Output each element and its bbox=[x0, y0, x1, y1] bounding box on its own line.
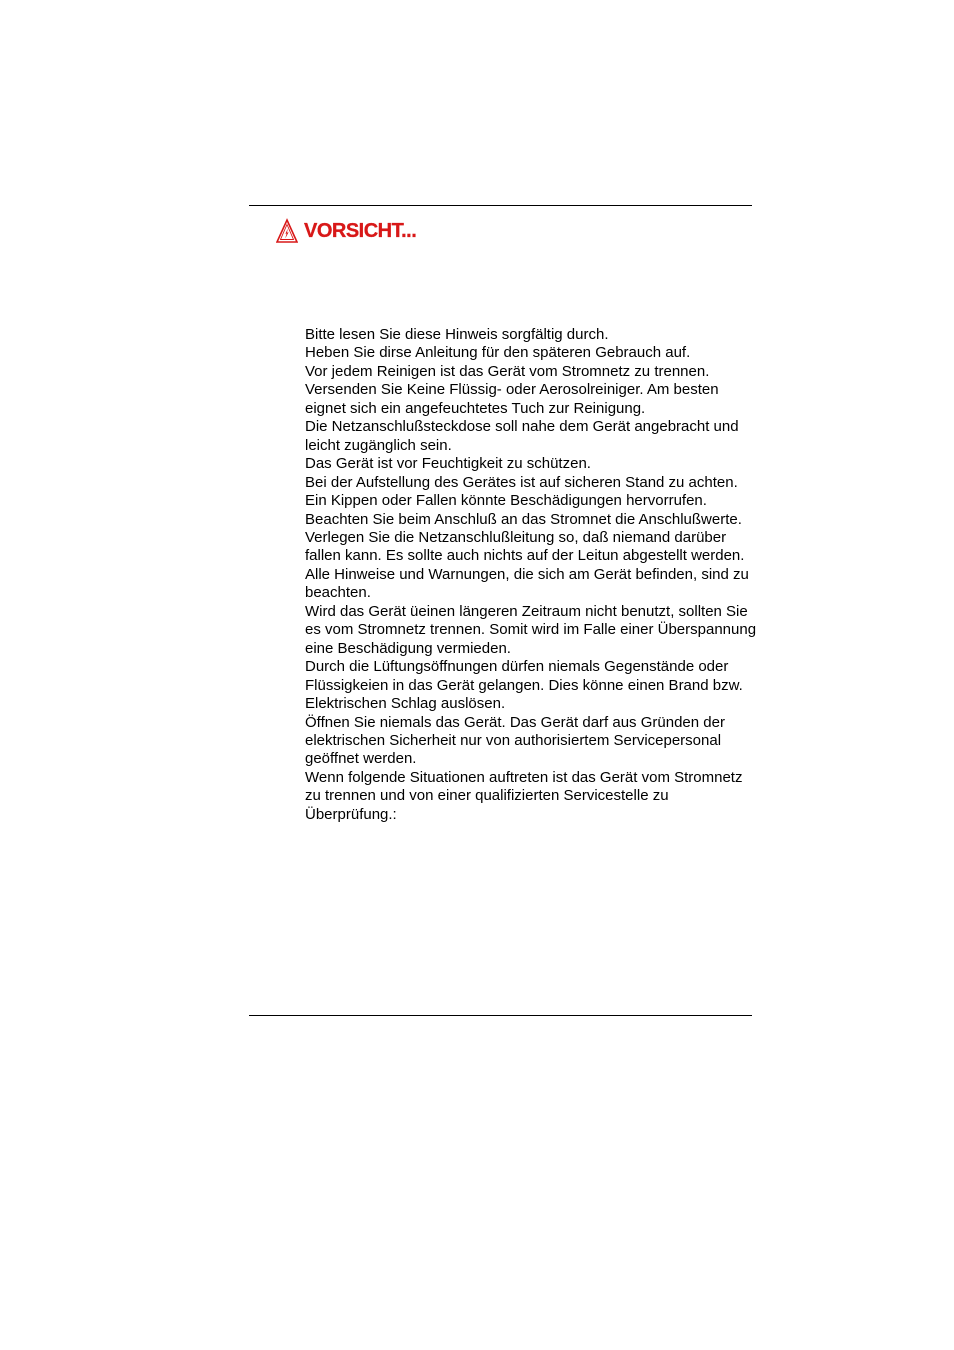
instruction-item: Das Gerät ist vor Feuchtigkeit zu schützen. bbox=[305, 455, 591, 473]
safety-instructions bbox=[305, 326, 757, 824]
instruction-item: Versenden Sie Keine Flüssig- oder Aerosolreiniger. Am besten eignet sich ein angefeuchtetes Tuch zur Reinigung. bbox=[305, 381, 719, 417]
instruction-item: Wenn folgende Situationen auftreten ist das Gerät vom Stromnetz zu trennen und von einer qualifizierten Servicestelle zu Überprüfung.: bbox=[305, 768, 743, 823]
instruction-item: Bei der Aufstellung des Gerätes ist auf sicheren Stand zu achten. Ein Kippen oder Fallen könnte Beschädigungen hervorrufen. bbox=[305, 473, 738, 510]
instruction-item: Verlegen Sie die Netzanschlußleitung so, daß niemand darüber fallen kann. Es sollte auch nichts auf der Leitun abgestellt werden. bbox=[305, 528, 745, 565]
warning-triangle-icon bbox=[276, 218, 298, 244]
instruction-item: Vor jedem Reinigen ist das Gerät vom Stromnetz zu trennen. bbox=[305, 362, 710, 380]
instruction-item: Bitte lesen Sie diese Hinweis sorgfältig durch. bbox=[305, 326, 609, 343]
instruction-item: Beachten Sie beim Anschluß an das Stromnet die Anschlußwerte. bbox=[305, 510, 742, 528]
instruction-item: Die Netzanschlußsteckdose soll nahe dem Gerät angebracht und leicht zugänglich sein. bbox=[305, 418, 739, 454]
top-divider bbox=[249, 205, 752, 206]
instruction-item: Wird das Gerät üeinen längeren Zeitraum nicht benutzt, sollten Sie es vom Stromnetz trennen. Somit wird im Falle einer Überspannung eine Beschädigung vermieden. bbox=[305, 602, 757, 657]
instruction-item: Durch die Lüftungsöffnungen dürfen niemals Gegenstände oder Flüssigkeien in das Gerät gelangen. Dies könne einen Brand bzw. Elektrischen Schlag auslösen. bbox=[305, 658, 743, 713]
caution-heading bbox=[276, 216, 416, 246]
instruction-item: Heben Sie dirse Anleitung für den späteren Gebrauch auf. bbox=[305, 344, 691, 362]
instruction-item: Öffnen Sie niemals das Gerät. Das Gerät darf aus Gründen der elektrischen Sicherheit nur von authorisiertem Servicepersonal geöffnet werden. bbox=[305, 713, 725, 768]
instruction-item: Alle Hinweise und Warnungen, die sich am Gerät befinden, sind zu beachten. bbox=[305, 565, 749, 602]
bottom-divider bbox=[249, 1015, 752, 1016]
caution-title: VORSICHT... bbox=[304, 219, 417, 242]
